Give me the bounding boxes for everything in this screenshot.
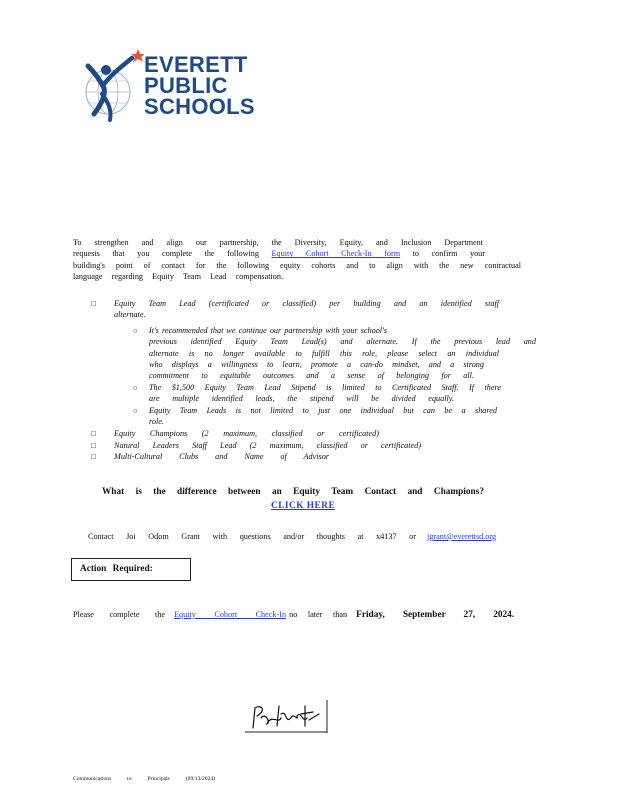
bullet-square-icon: □ — [91, 440, 96, 450]
footer-note: Communications to Principals (09/13/2024) — [73, 776, 215, 782]
action-required-label: Action Required: — [80, 564, 153, 574]
bullet-square-icon: □ — [91, 299, 96, 308]
bullet-square-icon: □ — [91, 429, 96, 439]
signature-image — [245, 700, 329, 736]
deadline-pre: Please complete the — [73, 610, 165, 619]
bullet-item-clubs — [91, 451, 551, 462]
sub3-line-1: Equity Team Leads is not limited to just one individual but can be a shared — [149, 405, 497, 415]
bullet-item-natural-leaders — [91, 440, 551, 451]
contact-line — [88, 531, 496, 542]
sub-bullet-stipend — [91, 382, 551, 405]
sub1-line-4: who displays a willingness to learn, promote a can-do mindset, and a strong — [149, 360, 484, 370]
bullet-square-icon: □ — [91, 452, 96, 462]
intro-paragraph — [73, 237, 533, 283]
intro-line-3: building's point of contact for the following equity cohorts and to align with the new contractual — [73, 260, 521, 270]
deadline-mid: no later than — [289, 610, 348, 619]
circle-bullet-icon: ○ — [133, 405, 138, 415]
champions-text: Equity Champions (2 maximum, classified or certificated) — [114, 429, 379, 439]
sub1-line-1: It's recommended that we continue our partnership with your school's — [149, 325, 388, 335]
sub3-line-2: role. — [149, 417, 164, 427]
bullet-item-team-lead — [91, 298, 551, 321]
logo-line-2: PUBLIC — [144, 73, 228, 98]
intro-line-4: language regarding Equity Team Lead compensation. — [73, 272, 283, 282]
deadline-checkin-link[interactable]: Equity Cohort Check-In — [174, 610, 287, 619]
logo-line-3: SCHOOLS — [144, 94, 255, 119]
circle-bullet-icon: ○ — [133, 382, 138, 392]
contact-email-link[interactable]: jgrant@everettsd.org — [427, 532, 497, 541]
sub1-line-5: commitment to equitable outcomes and a sense of belonging for all. — [149, 371, 474, 381]
district-logo — [82, 44, 257, 124]
bullet-item-champions — [91, 428, 551, 439]
logo-emblem-icon — [82, 44, 144, 124]
intro-line-1: To strengthen and align our partnership, the Diversity, Equity, and Inclusion Department — [73, 238, 483, 247]
logo-line-1: EVERETT — [144, 52, 248, 77]
sub2-line-1: The $1,500 Equity Team Lead Stipend is limited to Certificated Staff. If there — [149, 382, 501, 392]
cohort-checkin-link[interactable]: Equity Cohort Check-In form — [271, 249, 401, 259]
click-here-link[interactable]: CLICK HERE — [271, 501, 336, 511]
circle-bullet-icon: ○ — [133, 325, 138, 335]
deadline-date: Friday, September 27, 2024. — [356, 610, 515, 620]
team-lead-line-1: Equity Team Lead (certificated or classified) per building and an identified staff — [114, 299, 499, 308]
natural-leaders-text: Natural Leaders Staff Lead (2 maximum, classified or certificated) — [114, 440, 421, 450]
intro-line-2-end: to confirm your — [412, 249, 485, 259]
sub1-line-2: previous identified Equity Team Lead(s) and alternate. If the previous lead and — [149, 337, 536, 347]
sub2-line-2: are multiple identified leads, the stipend will be divided equally. — [149, 394, 454, 404]
sub-bullet-recommended — [91, 325, 551, 382]
action-required-box — [71, 558, 191, 581]
team-lead-line-2: alternate. — [114, 310, 146, 320]
bullet-list — [91, 298, 551, 463]
signature-icon — [245, 700, 329, 736]
clubs-text: Multi-Cultural Clubs and Name of Advisor — [114, 452, 329, 462]
sub1-line-3: alternate is no longer available to fulfill this role, please select an individual — [149, 348, 499, 358]
deadline-line — [73, 609, 514, 621]
sub-bullet-shared-role — [91, 405, 551, 428]
intro-line-2-text: requests that you complete the following — [73, 249, 259, 259]
difference-question: What is the difference between an Equity Team Contact and Champions? — [102, 487, 484, 497]
contact-text: Contact Joi Odom Grant with questions and/or thoughts at x4137 or — [88, 532, 416, 541]
intro-line-2 — [73, 248, 485, 259]
